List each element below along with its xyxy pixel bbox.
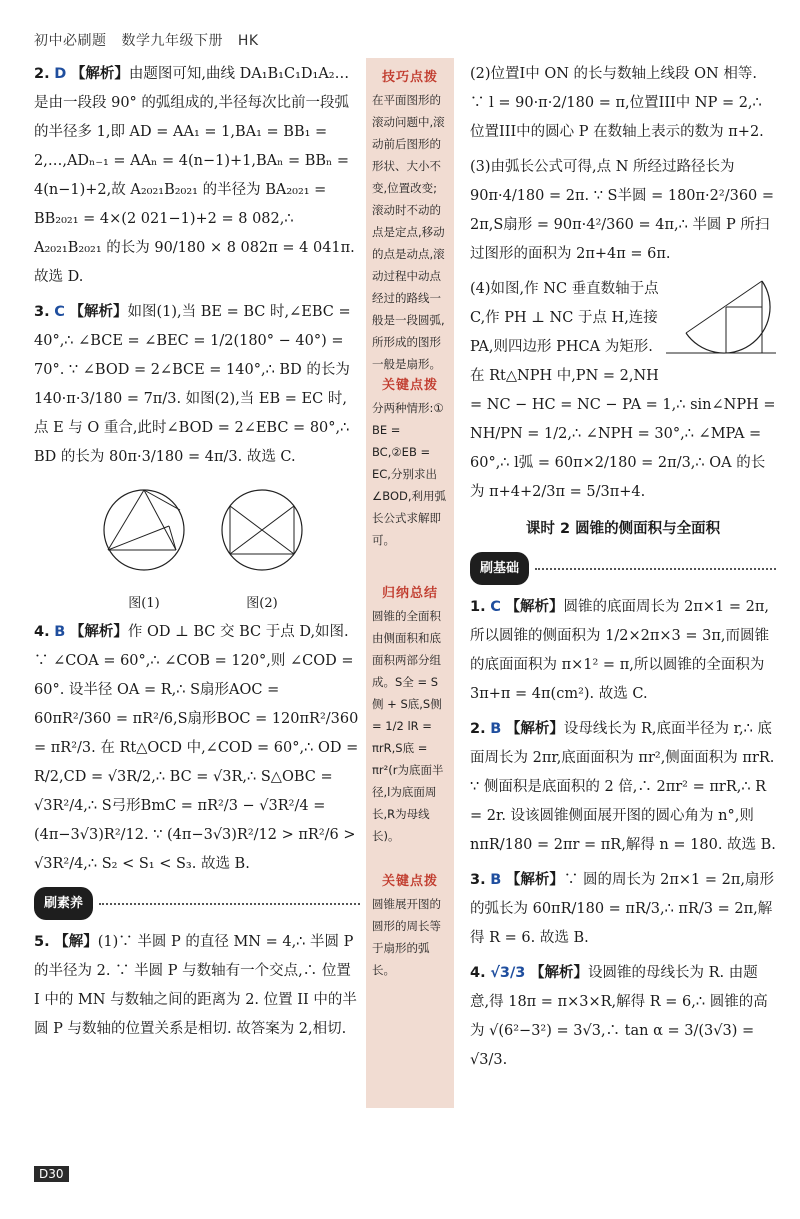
- subject-title: 数学九年级下册: [121, 33, 223, 49]
- dotted-divider: [99, 903, 360, 905]
- dotted-divider: [535, 568, 776, 570]
- analysis-tag: 【解析】: [505, 872, 564, 888]
- note-block-4: [366, 870, 454, 981]
- question-3-right: [470, 866, 776, 953]
- figure-2: [212, 478, 312, 618]
- question-5-left: [34, 928, 360, 1044]
- analysis-text: 设圆锥的母线长为 R. 由题意,得 18π = π×3×R,解得 R = 6,∴ 圆锥的高为 √(6²−3²) = 3√3,∴ tan α = 3/(3√3) = √3/3.: [470, 965, 768, 1068]
- note-title: 归纳总结: [381, 586, 438, 601]
- semicircle-diagram: [666, 275, 776, 365]
- answer-letter: B: [490, 872, 502, 888]
- question-number: 2.: [34, 66, 50, 82]
- page-header: [34, 30, 269, 50]
- right-column: [470, 60, 776, 1081]
- semicircle-figure: [666, 275, 776, 376]
- part-4-text: (4)如图,作 NC 垂直数轴于点 C,作 PH ⊥ NC 于点 H,连接 PA,则四边形 PHCA 为矩形. 在 Rt△NPH 中,PN = 2,NH = NC − HC = NC − PA = 1,∴ sin∠NPH = NH/PN = 1/2,∴ ∠NPH = 30°,∴ ∠MPA = 60°,∴ l弧 = 60π×2/180 = 2π/3,∴ OA 的长为 π+4+2/3π = 5/3π+4.: [470, 281, 776, 500]
- analysis-text: 由题图可知,曲线 DA₁B₁C₁D₁A₂… 是由一段段 90° 的弧组成的,半径每次比前一段弧的半径多 1,即 AD = AA₁ = 1,BA₁ = BB₁ = 2,…,ADₙ₋₁ = AAₙ = 4(n−1)+1,BAₙ = BBₙ = 4(n−1)+2,故 A₂₀₂₁B₂₀₂₁ 的半径为 BA₂₀₂₁ = BB₂₀₂₁ = 4×(2 021−1)+2 = 8 082,∴ A₂₀₂₁B₂₀₂₁ 的长为 90/180 × 8 082π = 4 041π. 故选 D.: [34, 66, 355, 285]
- note-block-2: [366, 374, 454, 574]
- analysis-tag: 【解析】: [505, 721, 564, 737]
- answer-letter: C: [54, 304, 65, 320]
- series-title: 初中必刷题: [34, 33, 107, 49]
- left-column: [34, 60, 360, 1050]
- question-number: 1.: [470, 599, 486, 615]
- question-2-left: [34, 60, 360, 292]
- note-block-1: [366, 66, 454, 371]
- part-3-text: (3)由弧长公式可得,点 N 所经过路径长为 90π·4/180 = 2π. ∵ S半圆 = 180π·2²/360 = 2π,S扇形 = 90π·4²/360 = 4π,∴ 半圆 P 所扫过图形的面积为 2π+4π = 6π.: [470, 159, 775, 262]
- question-1-right: [470, 593, 776, 709]
- question-4-left: [34, 618, 360, 879]
- figures-row: [94, 478, 360, 618]
- question-4-right: [470, 959, 776, 1075]
- question-number: 3.: [34, 304, 50, 320]
- answer-letter: D: [54, 66, 67, 82]
- answer-letter: C: [490, 599, 501, 615]
- note-title: 关键点拨: [381, 874, 438, 889]
- analysis-text: ∵ 圆的周长为 2π×1 = 2π,扇形的弧长为 60πR/180 = πR/3,∴ πR/3 = 2π,解得 R = 6. 故选 B.: [470, 872, 774, 946]
- answer-letter: B: [54, 624, 66, 640]
- section-bar-jichu: [470, 552, 776, 585]
- note-title: 关键点拨: [381, 378, 438, 393]
- note-block-3: [366, 582, 454, 862]
- section-pill: 刷基础: [470, 552, 529, 585]
- analysis-tag: 【解析】: [529, 965, 588, 981]
- analysis-text: 圆锥的底面周长为 2π×1 = 2π,所以圆锥的侧面积为 1/2×2π×3 = 3π,而圆锥的底面面积为 π×1² = π,所以圆锥的全面积为 3π+π = 4π(cm²). 故选 C.: [470, 599, 769, 702]
- analysis-text: 作 OD ⊥ BC 交 BC 于点 D,如图. ∵ ∠COA = 60°,∴ ∠COB = 120°,则 ∠COD = 60°. 设半径 OA = R,∴ S扇形AOC = 60πR²/360 = πR²/6,S扇形BOC = 120πR²/360 = πR²/3. 在 Rt△OCD 中,∠COD = 60°,∴ OD = R/2,CD = √3R/2,∴ BC = √3R,∴ S△OBC = √3R²/4,∴ S弓形BmC = πR²/3 − √3R²/4 = (4π−3√3)R²/12. ∵ (4π−3√3)R²/12 > πR²/6 > √3R²/4,∴ S₂ < S₁ < S₃. 故选 B.: [34, 624, 359, 872]
- section-pill: 刷素养: [34, 887, 93, 920]
- page-number: D30: [34, 1166, 69, 1182]
- question-number: 3.: [470, 872, 486, 888]
- note-body: 圆锥展开图的圆形的周长等于扇形的弧长。: [372, 897, 441, 977]
- answer-value: √3/3: [490, 965, 526, 981]
- question-3-left: [34, 298, 360, 472]
- figure-1-diagram: [94, 478, 194, 578]
- note-body: 在平面图形的滚动问题中,滚动前后图形的形状、大小不变,位置改变;滚动时不动的点是定点,移动的点是动点,滚动过程中动点经过的路线一般是一段圆弧,所形成的图形一般是扇形。: [372, 93, 445, 371]
- note-title: 技巧点拨: [381, 70, 438, 85]
- analysis-tag: 【解析】: [70, 66, 129, 82]
- question-number: 4.: [470, 965, 486, 981]
- solution-tag: 【解】: [54, 934, 98, 950]
- analysis-tag: 【解析】: [69, 304, 128, 320]
- figure-1: [94, 478, 194, 618]
- analysis-tag: 【解析】: [69, 624, 128, 640]
- question-2-right: [470, 715, 776, 860]
- analysis-text: 如图(1),当 BE = BC 时,∠EBC = 40°,∴ ∠BCE = ∠BEC = 1/2(180° − 40°) = 70°. ∵ ∠BOD = 2∠BCE = 140°,∴ BD 的长为 140·π·3/180 = 7π/3. 如图(2),当 EB = EC 时,点 E 与 O 重合,此时∠BOD = 2∠EBC = 80°,∴ BD 的长为 80π·3/180 = 4π/3. 故选 C.: [34, 304, 351, 465]
- analysis-tag: 【解析】: [505, 599, 564, 615]
- note-body: 圆锥的全面积由侧面积和底面积两部分组成。S全 = S侧 + S底,S侧 = 1/2 lR = πrR,S底 = πr²(r为底面半径,l为底面周长,R为母线长)。: [372, 609, 444, 843]
- question-number: 4.: [34, 624, 50, 640]
- question-number: 5.: [34, 934, 50, 950]
- note-body: 分两种情形:① BE = BC,②EB = EC,分别求出∠BOD,利用弧长公式求解即可。: [372, 401, 447, 547]
- figure-1-caption: 图(1): [128, 596, 160, 611]
- solution-text: (1)∵ 半圆 P 的直径 MN = 4,∴ 半圆 P 的半径为 2. ∵ 半圆 P 与数轴有一个交点,∴ 位置 I 中的 MN 与数轴之间的距离为 2. 位置 II 中的半圆 P 与数轴的位置关系是相切. 故答案为 2,相切.: [34, 934, 357, 1037]
- part-2-text: (2)位置I中 ON 的长与数轴上线段 ON 相等. ∵ l = 90·π·2/180 = π,位置III中 NP = 2,∴ 位置III中的圆心 P 在数轴上表示的数为 π+2.: [470, 66, 764, 140]
- edition-label: HK: [237, 33, 259, 49]
- analysis-text: 设母线长为 R,底面半径为 r,∴ 底面周长为 2πr,底面面积为 πr²,侧面面积为 πrR. ∵ 侧面积是底面积的 2 倍,∴ 2πr² = πrR,∴ R = 2r. 设该圆锥侧面展开图的圆心角为 n°,则 nπR/180 = 2πr = πR,解得 n = 180. 故选 B.: [470, 721, 776, 853]
- question-number: 2.: [470, 721, 486, 737]
- answer-letter: B: [490, 721, 502, 737]
- figure-2-caption: 图(2): [246, 596, 278, 611]
- section-bar-suyang: [34, 887, 360, 920]
- figure-2-diagram: [212, 478, 312, 578]
- notes-sidebar: [366, 58, 454, 1108]
- lesson-title: 课时 2 圆锥的侧面积与全面积: [525, 521, 721, 537]
